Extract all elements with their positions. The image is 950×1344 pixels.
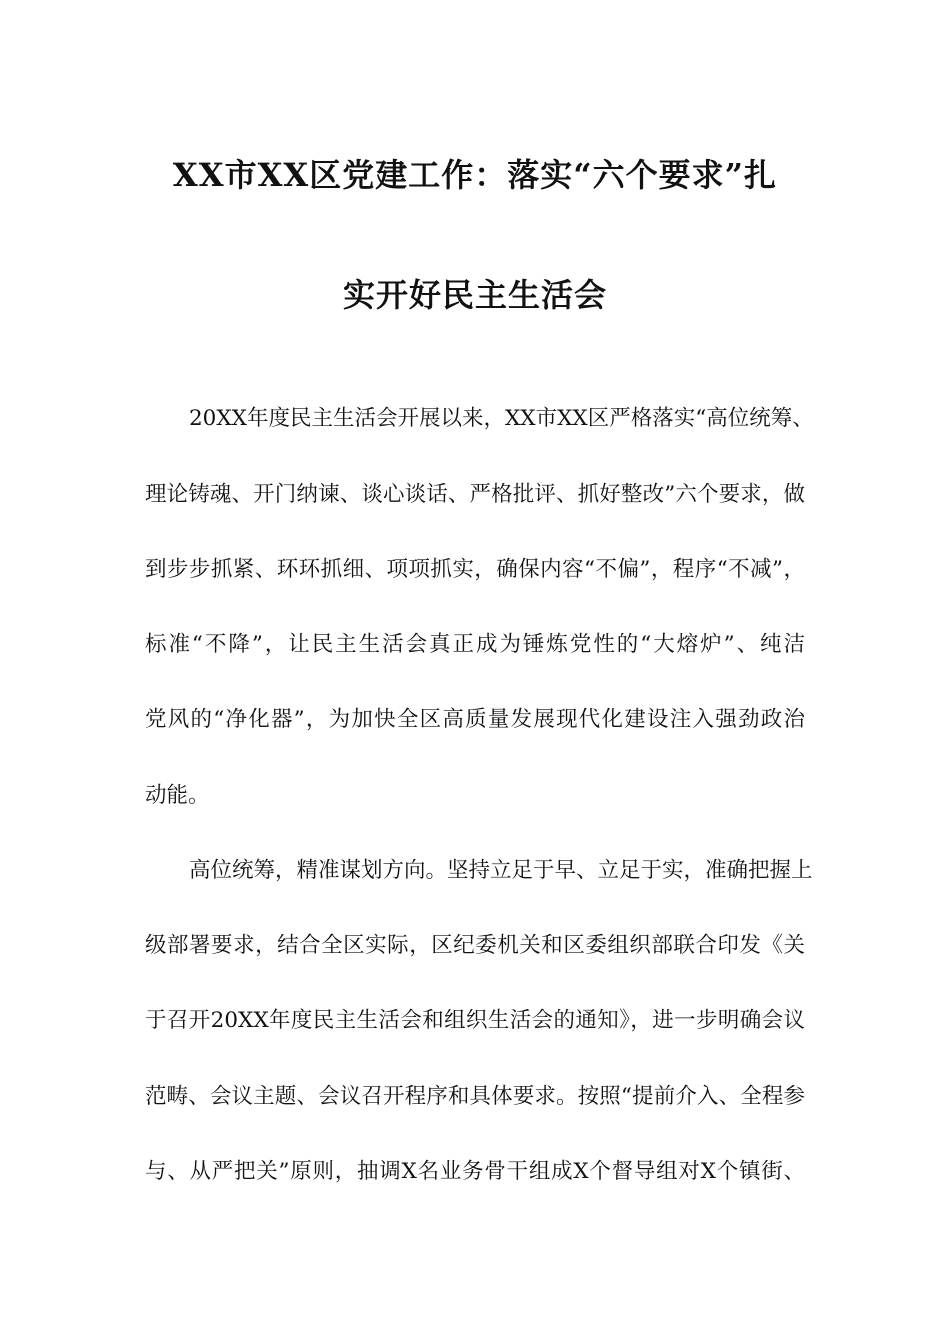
paragraph-line: 高位统筹，精准谋划方向。坚持立足于早、立足于实，准确把握上 xyxy=(189,858,813,883)
paragraph-line: 范畴、会议主题、会议召开程序和具体要求。按照“提前介入、全程参 xyxy=(145,1084,805,1109)
paragraph-line: 党风的“净化器”，为加快全区高质量发展现代化建设注入强劲政治 xyxy=(145,707,805,732)
paragraph-line: 标准“不降”，让民主生活会真正成为锤炼党性的“大熔炉”、纯洁 xyxy=(145,632,805,657)
paragraph-line: 到步步抓紧、环环抓细、项项抓实，确保内容“不偏”，程序“不减”， xyxy=(145,557,806,582)
paragraph-line: 动能。 xyxy=(145,783,210,808)
paragraph-line: 理论铸魂、开门纳谏、谈心谈话、严格批评、抓好整改”六个要求，做 xyxy=(145,482,805,507)
paragraph-line: 与、从严把关”原则，抽调X名业务骨干组成X个督导组对X个镇街、 xyxy=(145,1159,805,1184)
paragraph-line: 于召开20XX年度民主生活会和组织生活会的通知》，进一步明确会议 xyxy=(145,1008,805,1033)
paragraph-line: 级部署要求，结合全区实际，区纪委机关和区委组织部联合印发《关 xyxy=(145,933,805,958)
paragraph-line: 20XX年度民主生活会开展以来，XX市XX区严格落实“高位统筹、 xyxy=(189,406,814,431)
document-title-line-1: XX市XX区党建工作：落实“六个要求”扎 xyxy=(172,156,778,194)
document-title-line-2: 实开好民主生活会 xyxy=(342,276,607,314)
